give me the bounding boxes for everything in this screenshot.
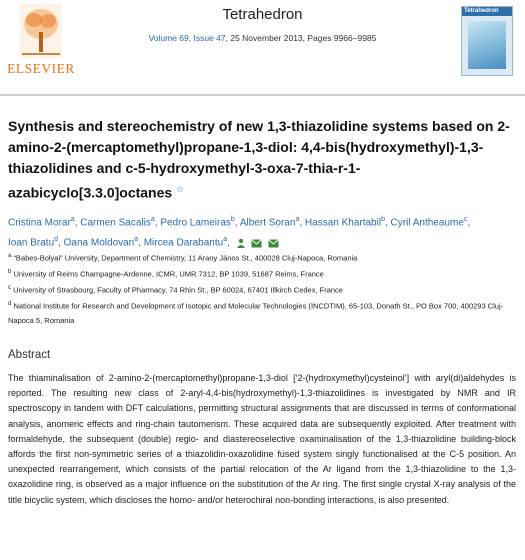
corresponding-author-icon[interactable] — [236, 238, 246, 248]
abstract-text: The thiaminalisation of 2-amino-2-(mercaptomethyl)propane-1,3-diol [‘2-(hydroxymethyl)cysteinol’] with aryl(di)aldehydes is reported. The resulting new class of 2-aryl-4,4-bis(hydroxymethyl)-1,3-thiazolidines is investigated by NMR and IR spectroscopy in tandem with DFT calculations, permitting structural assignments that are discussed in terms of conformational analysis, anomeric effects and ring-chain tautomerism. These acquired data are subsequently exploited. After treatment with formaldehyde, the subsequent (double) regio- and diastereoselective oxaminalisation of the 1,3-thiazolidine building-block affords the first non-symmetric series of a thiazolidin-oxazolidine fused system singly functionalised at the C-5 position. An unexpected rearrangement, which consists of the partial relocation of the Ar ligand from the 1,3-thiazolidine to the 1,3-oxazolidine ring, is observed as a major influence on the substitution of the Ar ring. The first single crystal X-ray analysis of the title bicyclic system, which discloses the homo- and/or heterochiral non-bonding interactions, is also presented. — [8, 373, 516, 505]
affiliation-marker: b — [8, 269, 12, 275]
article-title-text: Synthesis and stereochemistry of new 1,3-thiazolidine systems based on 2-amino-2-(mercaptomethyl)propane-1,3-diol: 4,4-bis(hydroxymethyl)-1,3-thiazolidines and c-5-hydroxymethyl-3-oxa-7-thia-r-1-azabicyclo[3.3.0]octanes — [8, 118, 510, 201]
publisher-wordmark: ELSEVIER — [7, 61, 75, 76]
author-link[interactable]: Cristina Morar — [8, 217, 71, 229]
issue-info — [0, 33, 525, 43]
affiliation — [8, 265, 516, 282]
author-affiliation-marker[interactable]: c — [463, 216, 468, 223]
author-link[interactable]: Mircea Darabantu — [143, 237, 224, 249]
author-link[interactable]: Ioan Bratu — [8, 237, 55, 249]
author-affiliation-marker[interactable]: a — [223, 236, 228, 244]
email-icon[interactable] — [251, 239, 262, 248]
author-link[interactable]: Cyril Antheaume — [390, 217, 464, 229]
author-affiliation-marker[interactable]: a — [150, 216, 155, 223]
journal-cover-thumbnail[interactable] — [461, 6, 513, 76]
author-affiliation-marker[interactable]: b — [230, 216, 235, 223]
title-footnote-marker[interactable]: ☆ — [176, 184, 185, 194]
journal-title[interactable]: Tetrahedron — [222, 6, 303, 23]
affiliation — [8, 249, 516, 266]
affiliation — [8, 281, 516, 298]
abstract-heading: Abstract — [8, 349, 51, 361]
affiliation-text: University of Reims Champagne-Ardenne, ICMR, UMR 7312, BP 1039, 51687 Reims, France — [13, 269, 324, 279]
author-affiliation-marker[interactable]: d — [54, 236, 59, 244]
author-link[interactable]: Pedro Lameiras — [160, 217, 231, 229]
issue-date-pages: , 25 November 2013, Pages 9966–9985 — [225, 33, 377, 43]
affiliation-text: University of Strasbourg, Faculty of Pharmacy, 74 Rhin St., BP 60024, 67401 Illkirch Cedex, France — [13, 285, 343, 295]
author-link[interactable]: Carmen Sacalis — [80, 217, 151, 229]
cover-title: Tetrahedron — [464, 8, 499, 14]
author-affiliation-marker[interactable]: b — [381, 216, 385, 223]
author-link[interactable]: Albert Soran — [239, 217, 296, 229]
affiliation — [8, 297, 516, 328]
author-affiliation-marker[interactable]: a — [70, 216, 75, 223]
author-affiliation-marker[interactable]: a — [134, 236, 139, 244]
author-list: Cristina Morar$^a$, Carmen Sacalis$^a$, Pedro Lameiras$^b$, Albert Soran$^a$, Hassan Khartabil$^b$, Cyril Antheaume$^c$, Ioan Bratu$^d$, Oana Moldovan$^a$, Mircea Darabantu$^a$, — [8, 216, 471, 249]
author-affiliation-marker[interactable]: a — [295, 216, 300, 223]
affiliation-marker: c — [8, 285, 11, 291]
affiliation-marker: a — [8, 253, 12, 259]
cover-image — [468, 21, 506, 69]
email-icon[interactable] — [268, 239, 279, 248]
journal-header — [0, 0, 525, 90]
affiliation-text: “Babes-Bolyai” University, Department of Chemistry, 11 Arany János St., 400028 Cluj-Napoca, Romania — [13, 253, 358, 263]
article-title — [8, 116, 518, 204]
header-divider — [0, 94, 525, 96]
affiliation-marker: d — [8, 301, 12, 307]
author-link[interactable]: Hassan Khartabil — [304, 217, 382, 229]
volume-issue-link[interactable]: Volume 69, Issue 47 — [148, 33, 226, 43]
affiliation-text: National Institute for Research and Development of Isotopic and Molecular Technologies (INCDTIM), 65-103, Donath St., PO Box 700, 400293 Cluj-Napoca 5, Romania — [8, 301, 504, 325]
author-link[interactable]: Oana Moldovan — [63, 237, 135, 249]
